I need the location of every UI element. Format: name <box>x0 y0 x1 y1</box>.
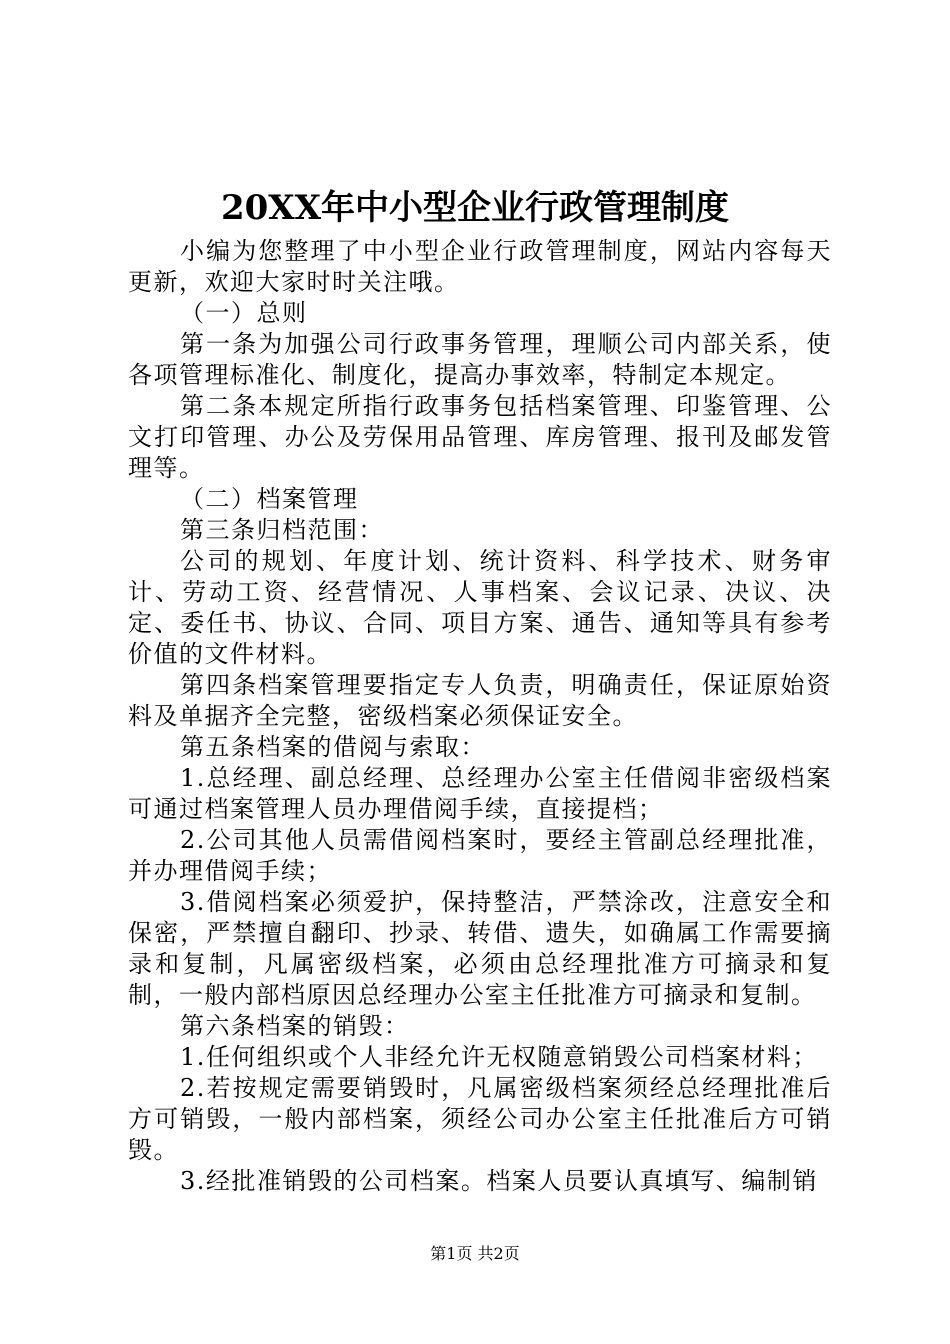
section-heading-archives: （二）档案管理 <box>180 485 359 513</box>
list-item-6-1: 1.任何组织或个人非经允许无权随意销毁公司档案材料； <box>180 1043 818 1071</box>
list-item-5-1: 1.总经理、副总经理、总经理办公室主任借阅非密级档案可通过档案管理人员办理借阅手续，直接提档； <box>128 764 832 823</box>
paragraph-article-5: 第五条档案的借阅与索取： <box>180 733 486 761</box>
list-item-6-2: 2.若按规定需要销毁时，凡属密级档案须经总经理批准后方可销毁，一般内部档案，须经公司办公室主任批准后方可销毁。 <box>128 1074 832 1164</box>
list-item-6-3: 3.经批准销毁的公司档案。档案人员要认真填写、编制销 <box>180 1167 818 1195</box>
list-item-5-2: 2.公司其他人员需借阅档案时，要经主管副总经理批准，并办理借阅手续； <box>128 826 832 885</box>
paragraph-article-1: 第一条为加强公司行政事务管理，理顺公司内部关系，使各项管理标准化、制度化，提高办事效率，特制定本规定。 <box>128 330 832 389</box>
document-body <box>128 236 832 1197</box>
page-footer: 第1页 共2页 <box>430 1244 520 1263</box>
document-title: 20XX年中小型企业行政管理制度 <box>220 188 730 228</box>
paragraph-article-2: 第二条本规定所指行政事务包括档案管理、印鉴管理、公文打印管理、办公及劳保用品管理、库房管理、报刊及邮发管理等。 <box>128 392 832 482</box>
list-item-5-3: 3.借阅档案必须爱护，保持整洁，严禁涂改，注意安全和保密，严禁擅自翻印、抄录、转借、遗失，如确属工作需要摘录和复制，凡属密级档案，必须由总经理批准方可摘录和复制，一般内部档原因总经理办公室主任批准方可摘录和复制。 <box>128 888 832 1009</box>
paragraph-article-3: 第三条归档范围： <box>180 516 384 544</box>
paragraph-intro: 小编为您整理了中小型企业行政管理制度，网站内容每天更新，欢迎大家时时关注哦。 <box>128 237 832 296</box>
paragraph-archive-scope: 公司的规划、年度计划、统计资料、科学技术、财务审计、劳动工资、经营情况、人事档案、会议记录、决议、决定、委任书、协议、合同、项目方案、通告、通知等具有参考价值的文件材料。 <box>128 547 832 668</box>
paragraph-article-6: 第六条档案的销毁： <box>180 1012 410 1040</box>
paragraph-article-4: 第四条档案管理要指定专人负责，明确责任，保证原始资料及单据齐全完整，密级档案必须保证安全。 <box>128 671 832 730</box>
section-heading-general: （一）总则 <box>180 299 308 327</box>
